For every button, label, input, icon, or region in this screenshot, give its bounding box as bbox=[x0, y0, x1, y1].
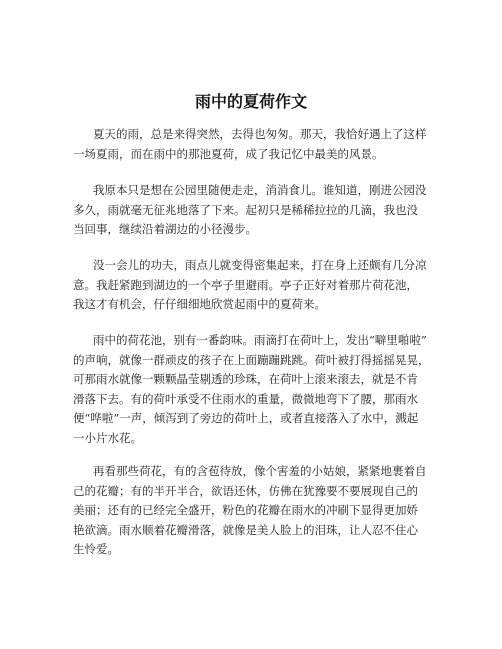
text-line: 雨中的荷花池，别有一番韵味。雨滴打在荷叶上，发出“噼里啪啦” bbox=[93, 333, 427, 347]
paragraph-1 bbox=[73, 125, 453, 164]
text-line: 一场夏雨，而在雨中的那池夏荷，成了我记忆中最美的风景。 bbox=[73, 146, 384, 161]
text-line: 夏天的雨，总是来得突然，去得也匆匆。那天，我恰好遇上了这样 bbox=[93, 127, 427, 141]
text-line: 多久，雨就毫无征兆地落了下来。起初只是稀稀拉拉的几滴，我也没 bbox=[73, 202, 418, 217]
paragraph-3 bbox=[73, 256, 453, 315]
text-line: 我原本只是想在公园里随便走走，消消食儿。谁知道，刚进公园没 bbox=[93, 183, 427, 197]
essay-title: 雨中的夏荷作文 bbox=[194, 92, 307, 111]
text-line: 的声响，就像一群顽皮的孩子在上面蹦蹦跳跳。荷叶被打得摇摇晃晃， bbox=[73, 352, 430, 367]
paragraph-5 bbox=[73, 462, 453, 560]
text-line: 没一会儿的功夫，雨点儿就变得密集起来，打在身上还颇有几分凉 bbox=[93, 258, 427, 272]
text-line: 艳欲滴。雨水顺着花瓣滑落，就像是美人脸上的泪珠，让人忍不住心 bbox=[73, 522, 418, 537]
text-line: 当回事，继续沿着湖边的小径漫步。 bbox=[73, 222, 257, 236]
text-line: 滑落下去。有的荷叶承受不住雨水的重量，微微地弯下了腰，那雨水 bbox=[73, 391, 418, 406]
text-line: 一小片水花。 bbox=[73, 430, 142, 445]
text-line: 美丽；还有的已经完全盛开，粉色的花瓣在雨水的冲刷下显得更加娇 bbox=[73, 503, 418, 517]
text-line: 意。我赶紧跑到湖边的一个亭子里避雨。亭子正好对着那片荷花池， bbox=[73, 277, 418, 292]
text-line: 再看那些荷花，有的含苞待放，像个害羞的小姑娘，紧紧地裹着自 bbox=[93, 464, 427, 478]
text-line: 生怜爱。 bbox=[73, 542, 119, 556]
paragraph-4 bbox=[73, 331, 453, 448]
text-line: 我这才有机会，仔仔细细地欣赏起雨中的夏荷来。 bbox=[73, 297, 326, 311]
text-line: 己的花瓣；有的半开半合，欲语还休，仿佛在犹豫要不要展现自己的 bbox=[73, 483, 418, 498]
paragraph-2 bbox=[73, 181, 453, 240]
text-line: 便“哗啦”一声，倾泻到了旁边的荷叶上，或者直接落入了水中，溅起 bbox=[73, 411, 419, 425]
text-line: 可那雨水就像一颗颗晶莹剔透的珍珠，在荷叶上滚来滚去，就是不肯 bbox=[73, 372, 418, 386]
